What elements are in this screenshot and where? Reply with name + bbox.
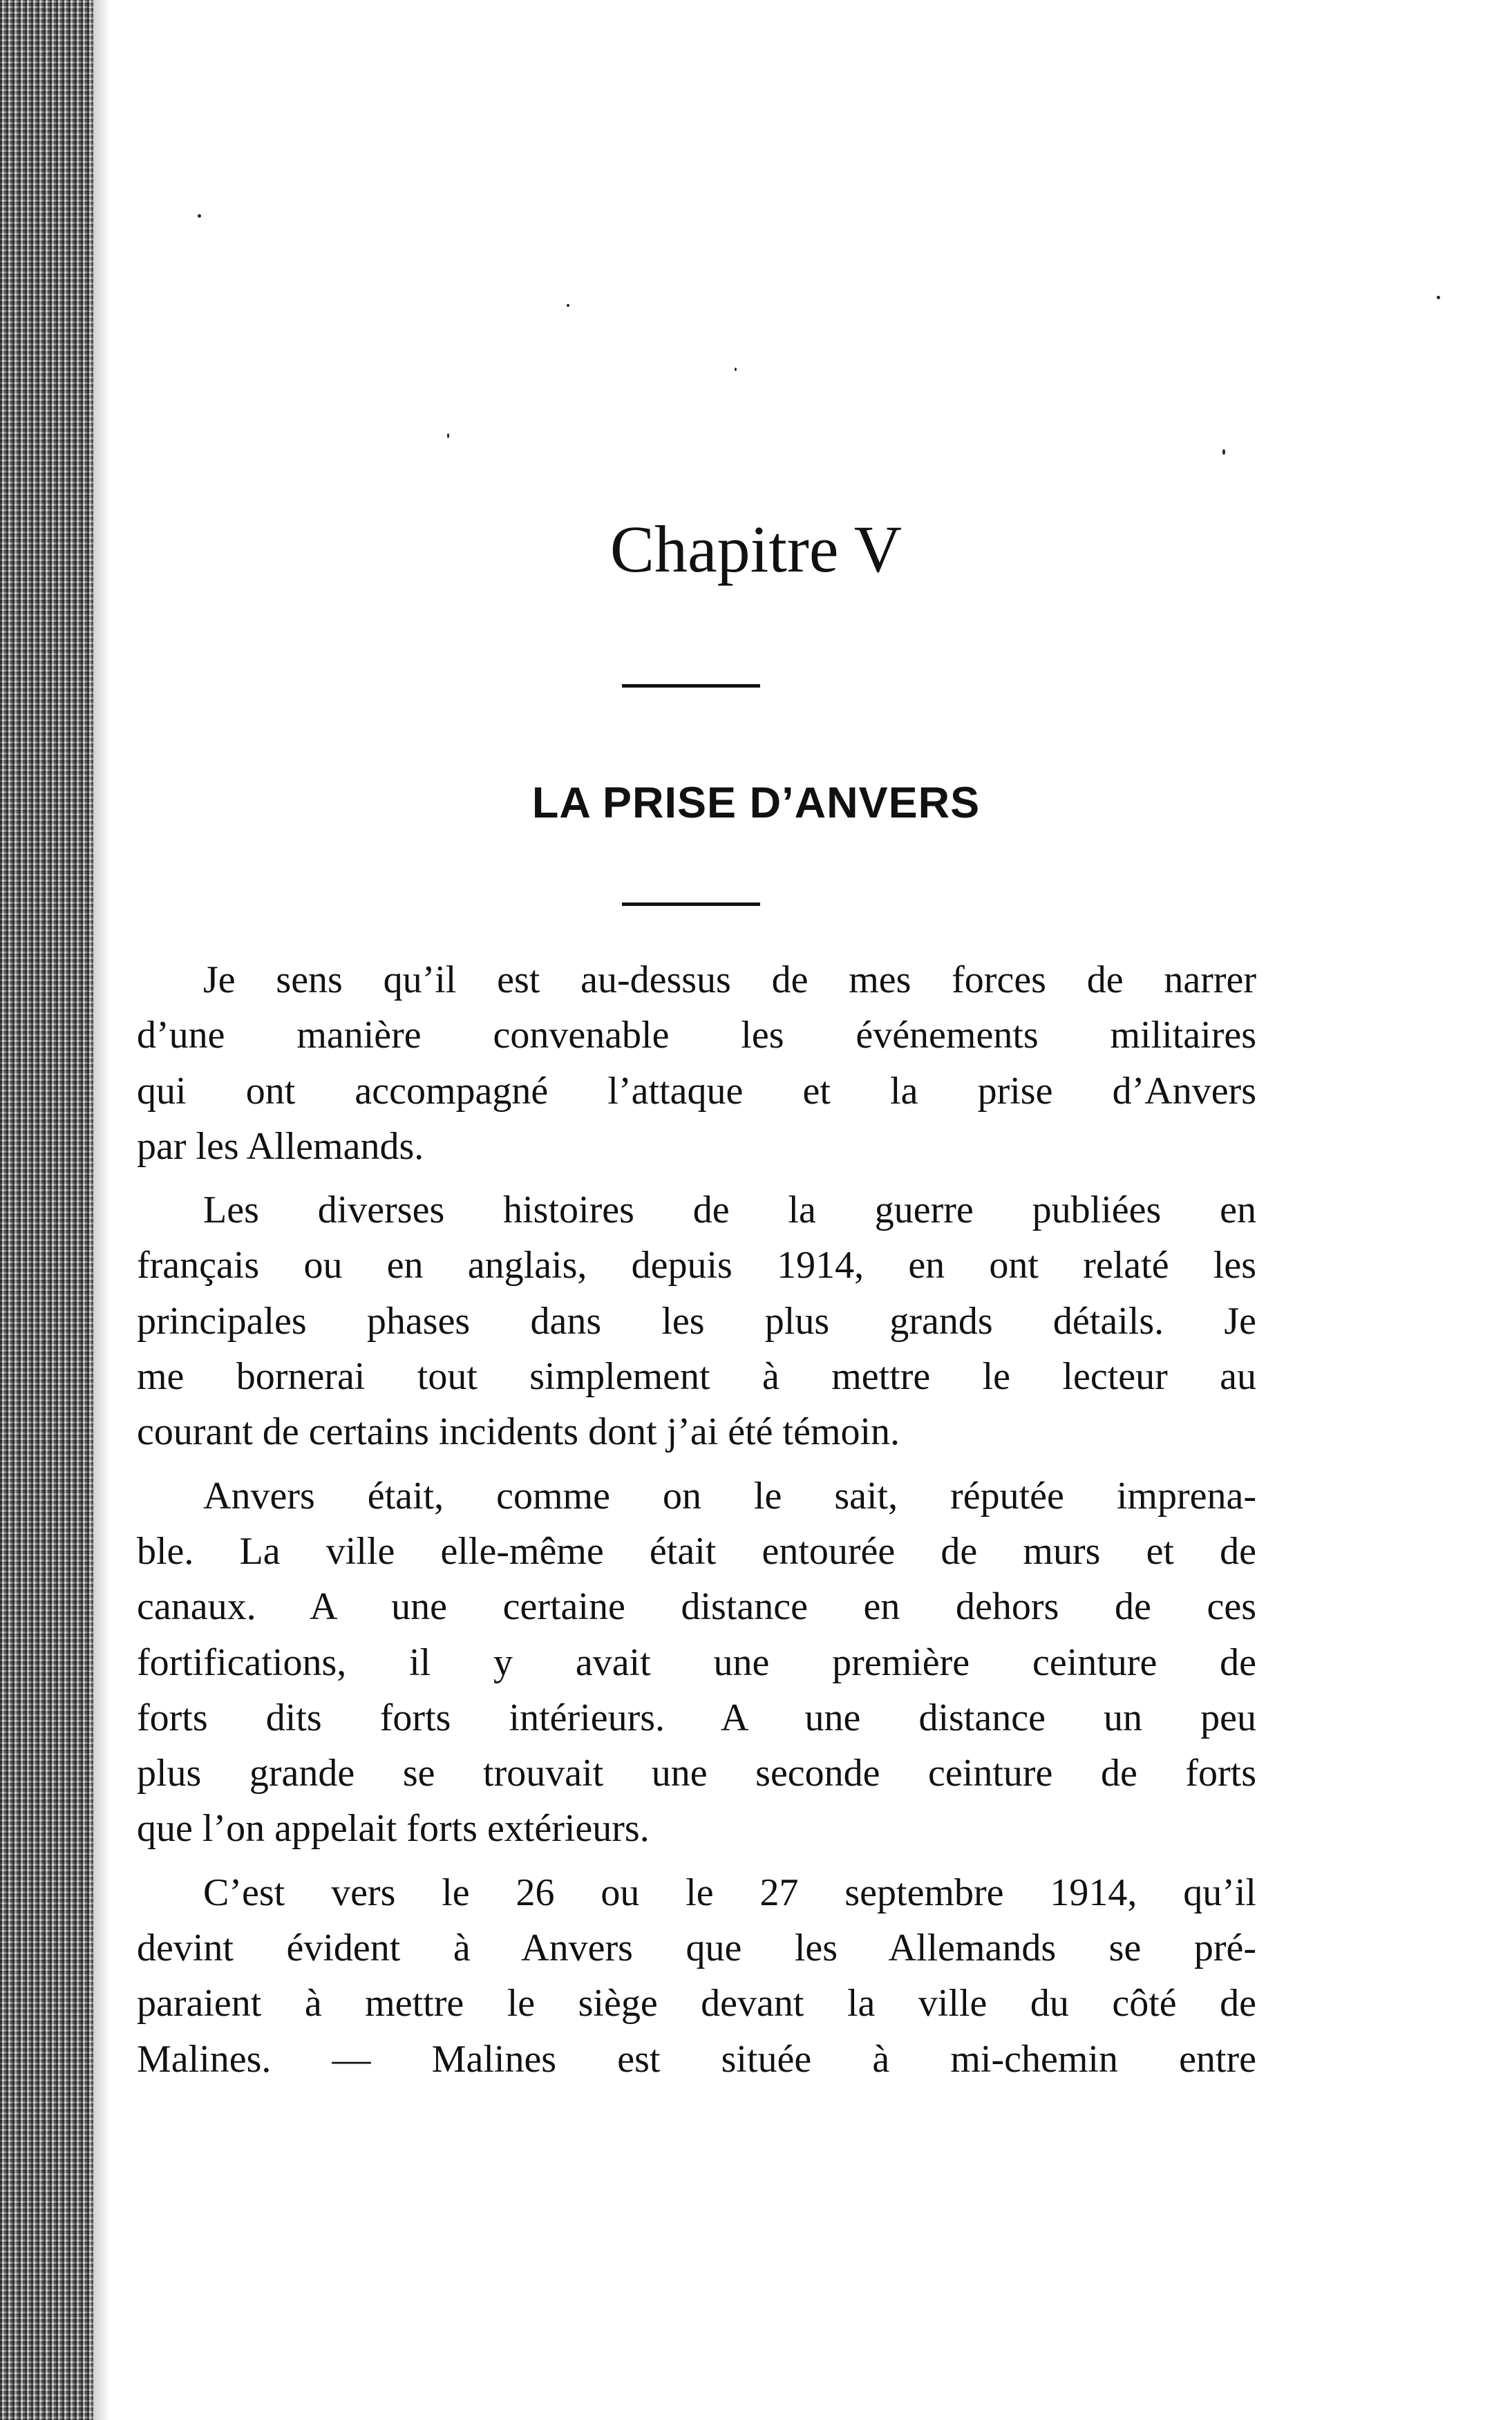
chapter-title: Chapitre V: [609, 512, 903, 586]
text-line: courant de certains incidents dont j’ai été témoin.: [137, 1410, 900, 1454]
text-line: Anvers était, comme on le sait, réputée imprena-: [203, 1474, 1256, 1518]
section-title: LA PRISE D’ANVERS: [531, 779, 981, 827]
scan-speck: [735, 368, 737, 371]
text-line: devint évident à Anvers que les Allemands se pré-: [137, 1927, 1256, 1970]
text-line: Malines. — Malines est située à mi-chemin entre: [137, 2037, 1256, 2081]
scan-speck: [447, 433, 449, 438]
text-line: Je sens qu’il est au-dessus de mes forces de narrer: [203, 958, 1256, 1001]
text-line: canaux. A une certaine distance en dehors de ces: [137, 1585, 1256, 1629]
text-line: fortifications, il y avait une première ceinture de: [137, 1641, 1256, 1684]
text-line: français ou en anglais, depuis 1914, en ont relaté les: [137, 1244, 1256, 1287]
scan-speck: [1437, 296, 1440, 299]
text-line: qui ont accompagné l’attaque et la prise d’Anvers: [137, 1069, 1256, 1113]
text-line: plus grande se trouvait une seconde ceinture de forts: [137, 1752, 1256, 1795]
text-line: que l’on appelait forts extérieurs.: [137, 1807, 650, 1851]
text-line: d’une manière convenable les événements militaires: [137, 1014, 1256, 1057]
title-divider-top: [622, 684, 760, 688]
body-text: [137, 952, 1256, 2087]
text-line: me bornerai tout simplement à mettre le lecteur au: [137, 1355, 1256, 1399]
title-divider-bottom: [622, 902, 760, 906]
text-line: paraient à mettre le siège devant la ville du côté de: [137, 1982, 1256, 2025]
text-line: principales phases dans les plus grands détails. Je: [137, 1299, 1256, 1343]
page-binding-edge: [0, 0, 93, 2420]
text-line: forts dits forts intérieurs. A une distance un peu: [137, 1696, 1256, 1739]
text-line: par les Allemands.: [137, 1124, 424, 1168]
text-line: Les diverses histoires de la guerre publiées en: [203, 1189, 1256, 1232]
scan-speck: [1222, 449, 1225, 455]
text-line: C’est vers le 26 ou le 27 septembre 1914, qu’il: [203, 1871, 1256, 1914]
scan-speck: [567, 304, 569, 307]
scan-speck: [198, 214, 201, 218]
text-line: ble. La ville elle-même était entourée de murs et de: [137, 1529, 1256, 1573]
page-binding-shadow: [93, 0, 110, 2420]
